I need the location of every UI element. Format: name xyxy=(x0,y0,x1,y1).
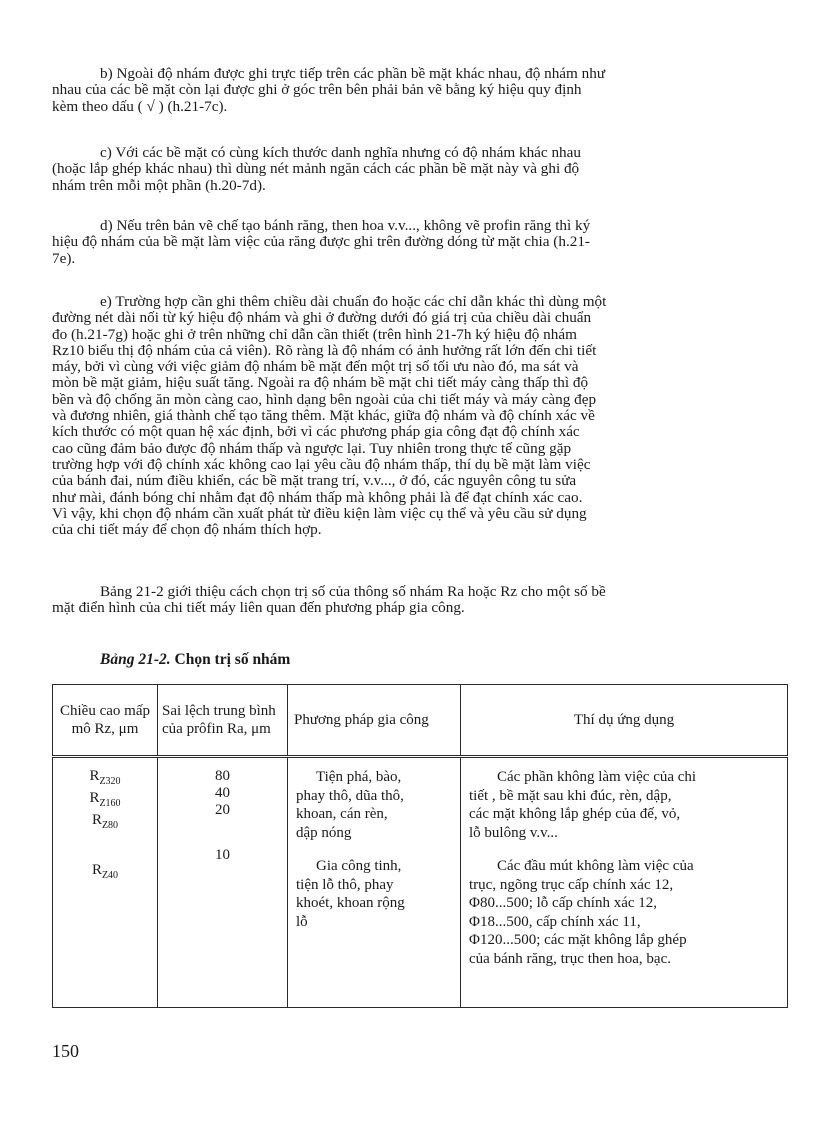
text-line: e) Trường hợp cần ghi thêm chiều dài chuẩn đo hoặc các chỉ dẫn khác thì dùng một xyxy=(100,293,607,310)
ra-value: 10 xyxy=(215,847,230,863)
example-line: lỗ bulông v.v... xyxy=(469,824,558,841)
example-line: Φ18...500, cấp chính xác 11, xyxy=(469,913,641,930)
text-line: như mài, đánh bóng chỉ nhằm đạt độ nhám thấp mà không phải là để đạt chính xác cao. xyxy=(52,488,583,506)
ra-value: 80 xyxy=(215,768,230,784)
rz-value: $R_{Z160}$ xyxy=(89,790,121,809)
paragraph-f xyxy=(52,584,785,617)
text-line: mòn bề mặt giảm, hiệu suất tăng. Ngoài ra độ nhám bề mặt chi tiết máy càng thấp thì độ xyxy=(52,374,589,392)
method-line: Gia công tinh, xyxy=(316,858,402,874)
example-line: tiết , bề mặt sau khi đúc, rèn, dập, xyxy=(469,787,672,804)
example-line: Các đầu mút không làm việc của xyxy=(497,858,694,874)
text-line: kích thước có một quan hệ xác định, bởi vì các phương pháp gia công đạt độ chính xác xyxy=(52,423,580,441)
method-line: khoan, cán rèn, xyxy=(296,806,388,822)
page-number: 150 xyxy=(52,1041,79,1061)
example-line: Các phần không làm việc của chi xyxy=(497,769,697,785)
rz-value: $R_{Z320}$ xyxy=(89,768,121,787)
method-line: lỗ xyxy=(296,913,308,930)
text-line: cao cũng đảm bảo được độ nhám thấp và ngược lại. Tuy nhiên trong thực tế cũng gặp xyxy=(52,439,572,457)
column-header-rz: Chiều cao mấp mô Rz, μm xyxy=(53,685,158,757)
text-line: của bánh đai, núm điều khiển, các bề mặt trang trí, v.v..., ở đó, các nguyên công tu sửa xyxy=(52,472,577,490)
roughness-table xyxy=(52,684,788,1008)
paragraph-d xyxy=(52,218,785,267)
text-line: đo (h.21-7g) hoặc ghi ở trên những chỉ dẫn cần thiết (trên hình 21-7h ký hiệu độ nhám xyxy=(52,325,577,343)
text-line: kèm theo dấu ( √ ) (h.21-7c). xyxy=(52,97,228,115)
example-line: của bánh răng, trục then hoa, bạc. xyxy=(469,950,671,967)
ra-value: 40 xyxy=(215,785,230,801)
paragraph-c xyxy=(52,145,785,194)
ra-value: 20 xyxy=(215,802,230,818)
text-line: nhám trên mỗi một phần (h.20-7d). xyxy=(52,176,266,194)
table-header-row xyxy=(53,685,788,757)
method-line: tiện lỗ thô, phay xyxy=(296,876,394,893)
rz-value: $R_{Z80}$ xyxy=(91,812,119,831)
paragraph-b xyxy=(52,66,785,115)
column-header-ra: Sai lệch trung bình của prôfin Ra, μm xyxy=(158,685,288,757)
text-line: đường nét dài nối từ ký hiệu độ nhám và ghi ở đường dưới đó giá trị của chiều dài chuẩn xyxy=(52,309,592,327)
text-line: trường hợp với độ chính xác không cao lại yêu cầu độ nhám thấp, thí dụ bề mặt làm việc xyxy=(52,455,591,473)
method-line: dập nóng xyxy=(296,824,352,841)
example-cell xyxy=(461,757,788,1008)
method-line: khoét, khoan rộng xyxy=(296,895,405,911)
paragraph-e xyxy=(52,294,785,538)
text-line: Vì vậy, khi chọn độ nhám cần xuất phát từ điều kiện làm việc cụ thể và yêu cầu sử dụng xyxy=(52,504,587,522)
rz-value: $R_{Z40}$ xyxy=(91,862,119,881)
table-row xyxy=(53,757,788,1008)
column-header-example: Thí dụ ứng dụng xyxy=(461,685,788,757)
text-line: và đương nhiên, giá thành chế tạo tăng thêm. Mặt khác, giữa độ nhám và độ chính xác về xyxy=(52,407,595,425)
text-line: (hoặc lắp ghép khác nhau) thì dùng nét mảnh ngăn cách các phần bề mặt này và ghi độ xyxy=(52,160,580,178)
method-line: Tiện phá, bào, xyxy=(316,769,402,785)
text-line: d) Nếu trên bản vẽ chế tạo bánh răng, then hoa v.v..., không vẽ profin răng thì ký xyxy=(100,217,591,234)
column-header-method: Phương pháp gia công xyxy=(288,685,461,757)
text-line: b) Ngoài độ nhám được ghi trực tiếp trên các phần bề mặt khác nhau, độ nhám như xyxy=(100,65,606,82)
example-line: Φ80...500; lỗ cấp chính xác 12, xyxy=(469,895,658,911)
text-line: bền và độ chống ăn mòn càng cao, hình dạng bên ngoài của chi tiết máy và máy càng đẹp xyxy=(52,390,597,408)
text-line: Rz10 biểu thị độ nhám của cả viên). Rõ ràng là độ nhám có ảnh hưởng rất lớn đến chi tiết xyxy=(52,341,597,359)
example-line: các mặt không lắp ghép của đế, vỏ, xyxy=(469,806,681,822)
table-caption-label: Bảng 21-2. xyxy=(100,651,171,668)
text-line: hiệu độ nhám của bề mặt làm việc của răng được ghi trên đường dóng từ mặt chia (h.21- xyxy=(52,233,590,251)
text-line: máy, bởi vì cùng với việc giảm độ nhám bề mặt đến một trị số tối ưu nào đó, ma sát và xyxy=(52,358,579,376)
text-line: của chi tiết máy để chọn độ nhám thích hợp. xyxy=(52,521,322,539)
example-line: trục, ngõng trục cấp chính xác 12, xyxy=(469,876,674,893)
ra-cell xyxy=(158,757,288,1008)
example-line: Φ120...500; các mặt không lắp ghép xyxy=(469,932,687,948)
text-line: nhau của các bề mặt còn lại được ghi ở góc trên bên phải bản vẽ bằng ký hiệu quy định xyxy=(52,81,582,99)
table-caption-title: Chọn trị số nhám xyxy=(174,651,291,668)
rz-cell xyxy=(53,757,158,1008)
text-line: c) Với các bề mặt có cùng kích thước danh nghĩa nhưng có độ nhám khác nhau xyxy=(100,144,581,161)
method-cell xyxy=(288,757,461,1008)
text-line: Bảng 21-2 giới thiệu cách chọn trị số của thông số nhám Ra hoặc Rz cho một số bề xyxy=(100,583,606,600)
method-line: phay thô, dũa thô, xyxy=(296,787,404,804)
text-line: 7e). xyxy=(52,249,76,267)
table-caption xyxy=(100,651,290,669)
text-line: mặt điển hình của chi tiết máy liên quan đến phương pháp gia công. xyxy=(52,599,465,617)
